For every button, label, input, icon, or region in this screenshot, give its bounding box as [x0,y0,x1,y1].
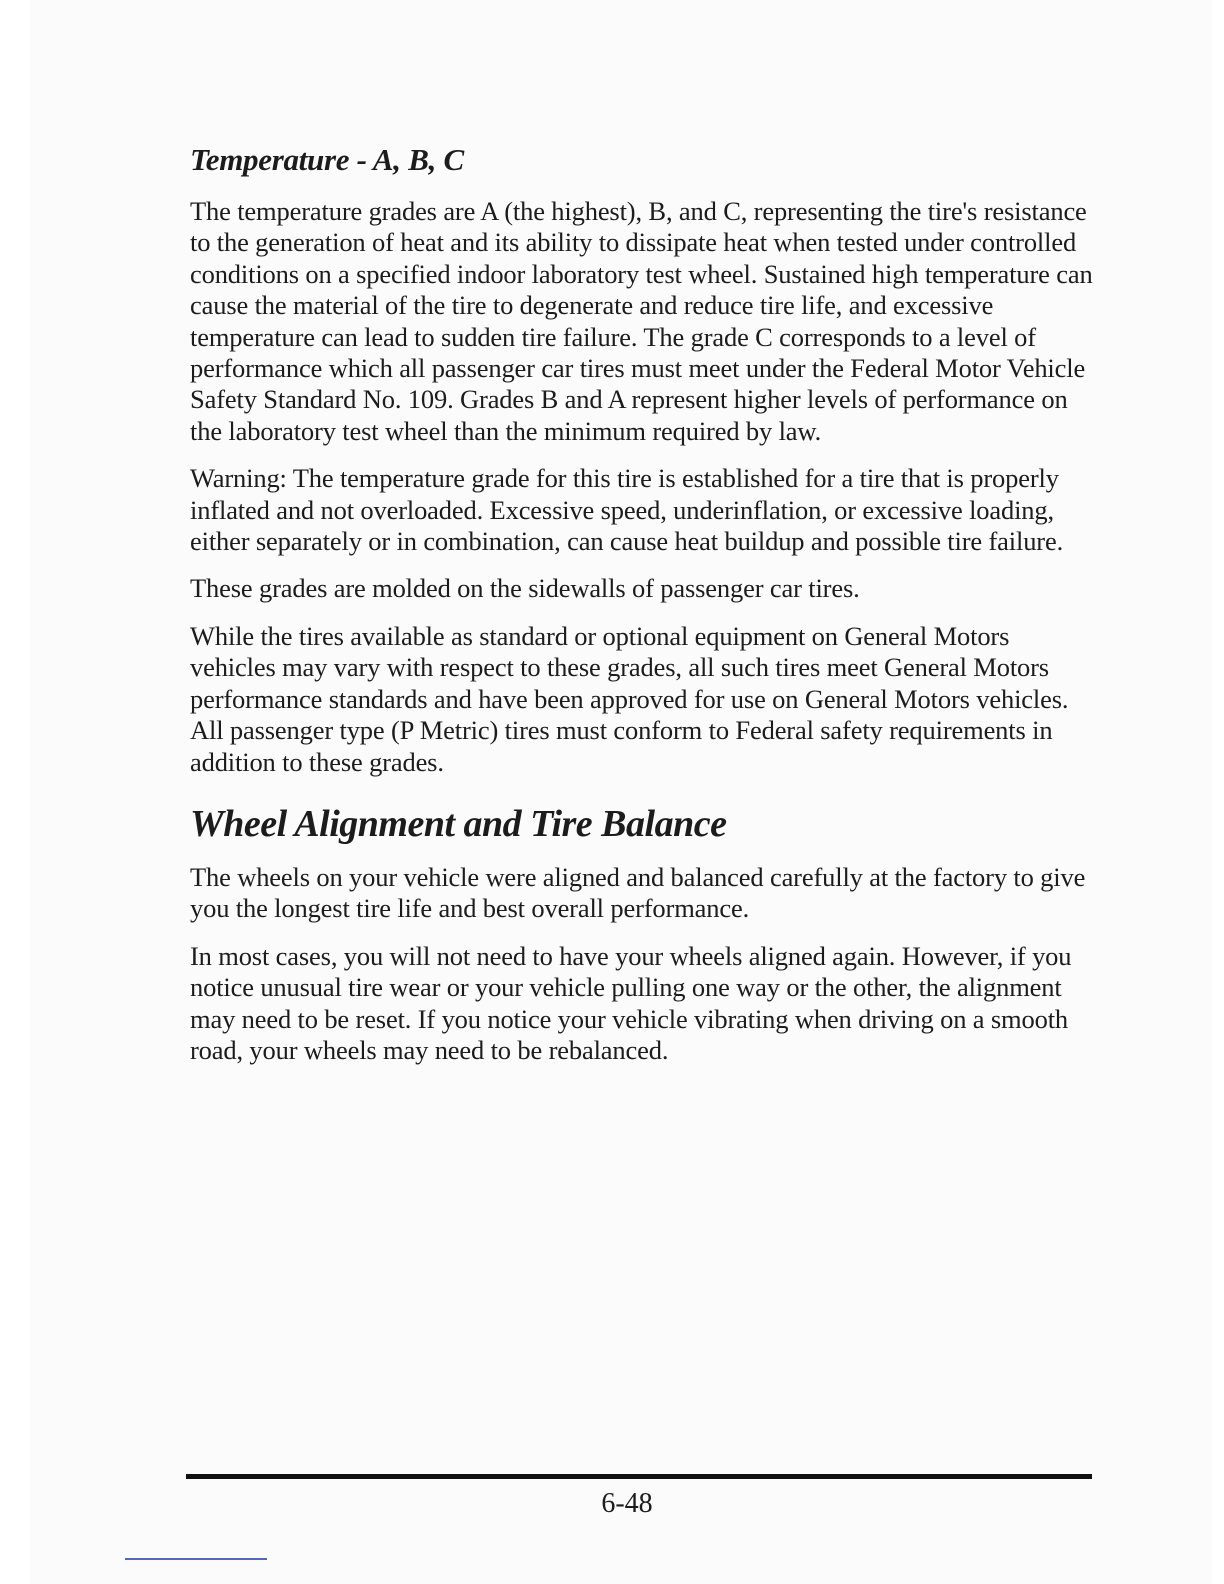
page-number: 6-48 [601,1488,653,1519]
temperature-heading: Temperature - A, B, C [190,142,464,177]
temperature-grades-paragraph: The temperature grades are A (the highest), B, and C, representing the tire's resistance to the generation of heat and its ability to dissipate heat when tested under controlled conditions on a specified indoor laboratory test wheel. Sustained high temperature can cause the material of the tire to degenerate and reduce tire life, and excessive temperature can lead to sudden tire failure. The grade C corresponds to a level of performance which all passenger car tires must meet under the Federal Motor Vehicle Safety Standard No. 109. Grades B and A represent higher levels of performance on the laboratory test wheel than the minimum required by law. [190,196,1093,446]
wheel-alignment-heading: Wheel Alignment and Tire Balance [190,802,727,845]
wheel-factory-paragraph: The wheels on your vehicle were aligned and balanced carefully at the factory to give you the longest tire life and best overall performance. [190,861,1086,924]
corner-line [125,1558,267,1560]
page-content [190,140,1095,1082]
footer-rule [186,1474,1092,1479]
gm-tires-paragraph: While the tires available as standard or optional equipment on General Motors vehicles may vary with respect to these grades, all such tires meet General Motors performance standards and have been approved for use on General Motors vehicles. All passenger type (P Metric) tires must conform to Federal safety requirements in addition to these grades. [190,620,1069,777]
temperature-warning-paragraph: Warning: The temperature grade for this tire is established for a tire that is properly inflated and not overloaded. Excessive speed, underinflation, or excessive loading, either separately or in combination, can cause heat buildup and possible tire failure. [190,463,1064,557]
wheel-realign-paragraph: In most cases, you will not need to have your wheels aligned again. However, if you notice unusual tire wear or your vehicle pulling one way or the other, the alignment may need to be reset. If you notice your vehicle vibrating when driving on a smooth road, your wheels may need to be rebalanced. [190,940,1072,1065]
sidewall-grades-paragraph: These grades are molded on the sidewalls of passenger car tires. [190,573,860,604]
